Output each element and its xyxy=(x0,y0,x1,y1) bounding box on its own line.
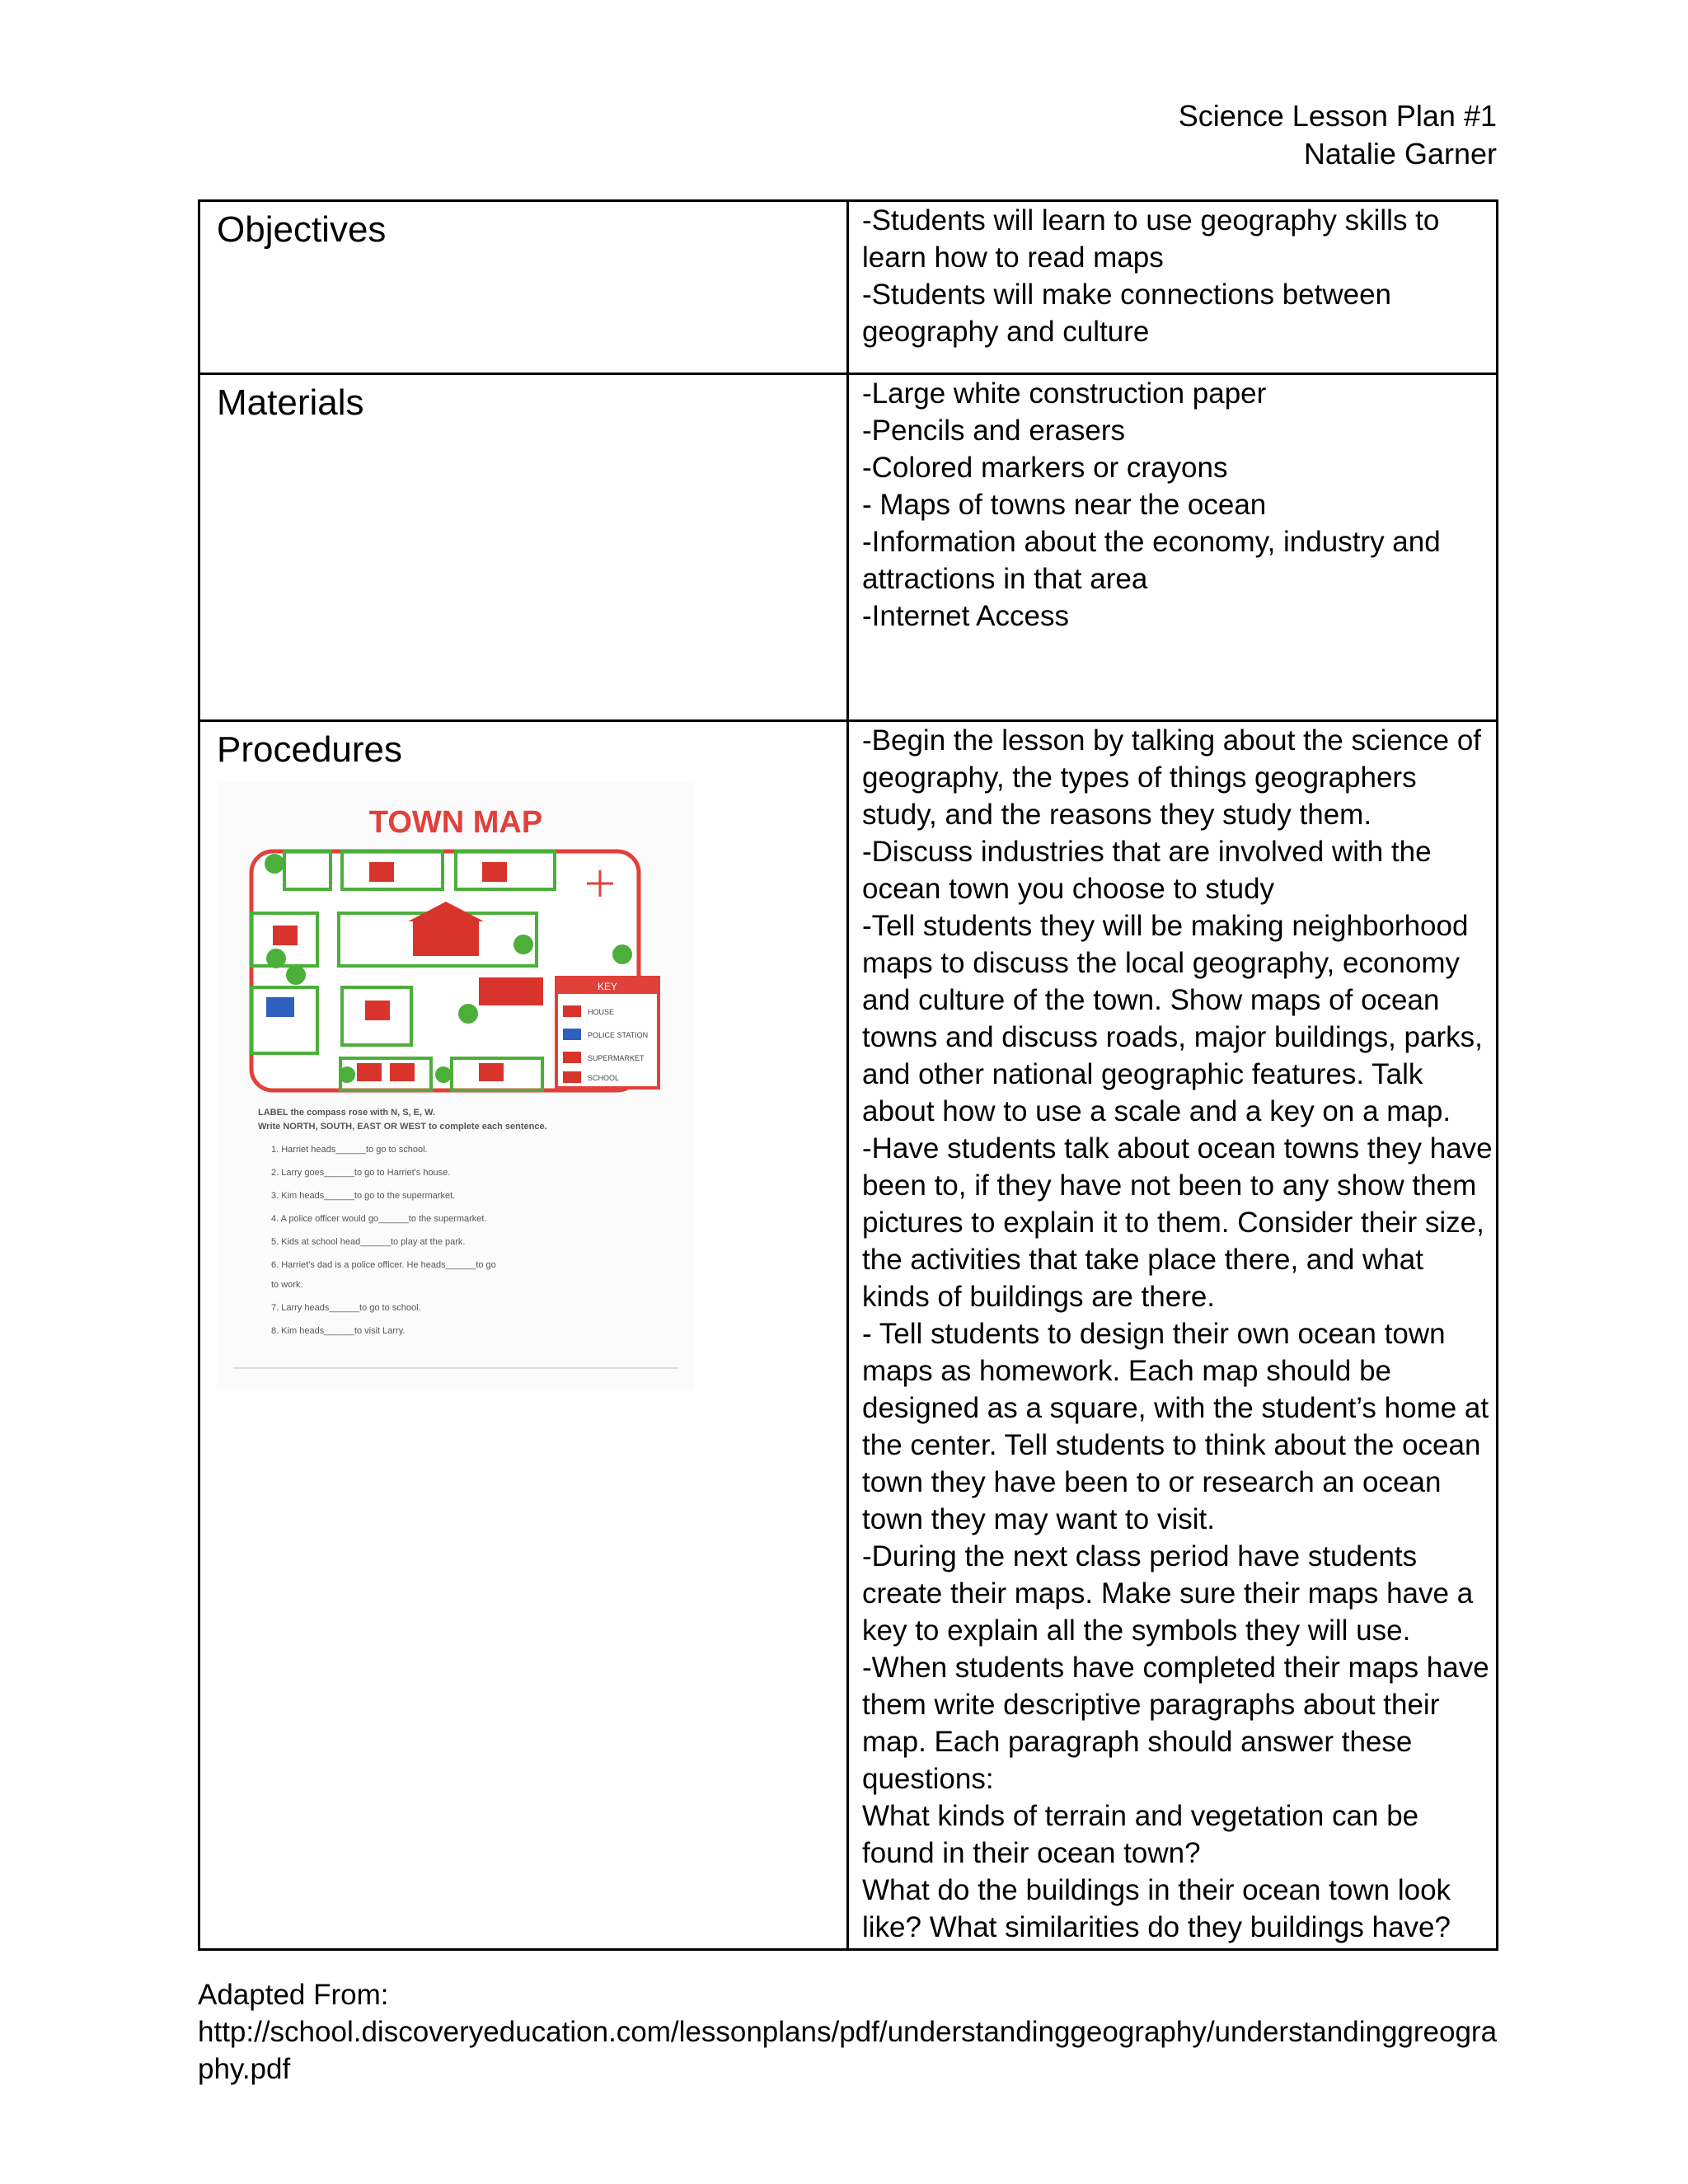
materials-line: attractions in that area xyxy=(862,563,1148,595)
procedures-line: -Tell students they will be making neighborhood xyxy=(862,910,1469,942)
police-station-icon xyxy=(266,997,294,1017)
materials-line: -Internet Access xyxy=(862,600,1069,632)
house-icon xyxy=(273,926,298,945)
tree-icon xyxy=(265,854,284,874)
procedures-line: them write descriptive paragraphs about their xyxy=(862,1689,1440,1721)
procedures-line: create their maps. Make sure their maps have a xyxy=(862,1577,1474,1610)
materials-label-cell xyxy=(199,374,848,721)
procedures-line: like? What similarities do they buildings have? xyxy=(862,1911,1451,1943)
procedures-line: towns and discuss roads, major buildings, parks, xyxy=(862,1021,1483,1053)
supermarket-building xyxy=(479,977,543,1005)
worksheet-question: 8. Kim heads______to visit Larry. xyxy=(271,1326,406,1336)
objectives-line: -Students will learn to use geography skills to xyxy=(862,204,1440,237)
tree-icon xyxy=(513,935,533,954)
worksheet-title: TOWN MAP xyxy=(368,805,543,840)
author-name: Natalie Garner xyxy=(1303,137,1497,171)
objectives-line: learn how to read maps xyxy=(862,241,1164,274)
procedures-line: map. Each paragraph should answer these xyxy=(862,1726,1413,1758)
procedures-line: -During the next class period have students xyxy=(862,1540,1418,1572)
procedures-line: been to, if they have not been to any show them xyxy=(862,1169,1477,1202)
procedures-line: questions: xyxy=(862,1763,994,1795)
materials-row xyxy=(199,374,1498,721)
key-supermarket-icon xyxy=(563,1052,581,1063)
worksheet-question: 3. Kim heads______to go to the supermarket. xyxy=(271,1191,456,1201)
procedures-line: designed as a square, with the student’s home at xyxy=(862,1392,1489,1424)
house-icon xyxy=(479,1063,504,1081)
source-footer xyxy=(198,1976,1517,2088)
key-school-icon xyxy=(563,1071,581,1083)
map-key-title: KEY xyxy=(597,981,618,992)
lesson-plan-table xyxy=(198,199,1498,1951)
key-house-icon xyxy=(563,1005,581,1017)
tree-icon xyxy=(435,1066,452,1083)
map-key-item: HOUSE xyxy=(588,1008,615,1016)
materials-label: Materials xyxy=(217,382,364,423)
procedures-line: and other national geographic features. Talk xyxy=(862,1058,1423,1090)
procedures-line: key to explain all the symbols they will use. xyxy=(862,1615,1411,1647)
procedures-line: town they have been to or research an ocean xyxy=(862,1466,1442,1498)
house-icon xyxy=(369,862,394,882)
procedures-line: What kinds of terrain and vegetation can be xyxy=(862,1800,1419,1832)
procedures-line: pictures to explain it to them. Consider their size, xyxy=(862,1207,1484,1239)
worksheet-question: 5. Kids at school head______to play at the park. xyxy=(271,1237,466,1247)
objectives-line: -Students will make connections between xyxy=(862,279,1392,311)
procedures-line: maps to discuss the local geography, economy xyxy=(862,947,1461,979)
worksheet-instruction: LABEL the compass rose with N, S, E, W. xyxy=(258,1108,435,1118)
tree-icon xyxy=(266,949,286,968)
school-building xyxy=(413,920,479,956)
house-icon xyxy=(482,862,507,882)
procedures-line: - Tell students to design their own ocean town xyxy=(862,1318,1446,1350)
procedures-row xyxy=(199,721,1498,1950)
lesson-plan-title: Science Lesson Plan #1 xyxy=(1178,99,1497,133)
house-icon xyxy=(357,1063,382,1081)
procedures-line: study, and the reasons they study them. xyxy=(862,799,1372,831)
map-key-item: SUPERMARKET xyxy=(588,1054,645,1062)
procedures-label-cell xyxy=(199,721,848,1950)
procedures-line: What do the buildings in their ocean town look xyxy=(862,1874,1451,1906)
procedures-line: maps as homework. Each map should be xyxy=(862,1355,1391,1387)
tree-icon xyxy=(458,1004,478,1024)
procedures-line: found in their ocean town? xyxy=(862,1837,1201,1869)
objectives-line: geography and culture xyxy=(862,316,1150,348)
materials-line: -Information about the economy, industry and xyxy=(862,526,1441,558)
worksheet-question: 4. A police officer would go______to the supermarket. xyxy=(271,1214,487,1224)
source-url-line-continued[interactable]: phy.pdf xyxy=(198,2053,291,2085)
tree-icon xyxy=(286,965,306,985)
procedures-line: geography, the types of things geographers xyxy=(862,762,1417,794)
tree-icon xyxy=(339,1066,355,1083)
worksheet-question: 2. Larry goes______to go to Harriet's house. xyxy=(271,1168,451,1178)
procedures-lines xyxy=(849,722,1496,1946)
objectives-label: Objectives xyxy=(217,209,387,250)
map-key-item: SCHOOL xyxy=(588,1074,620,1082)
procedures-line: about how to use a scale and a key on a map. xyxy=(862,1095,1451,1127)
materials-line: -Large white construction paper xyxy=(862,377,1267,410)
procedures-line: the activities that take place there, and what xyxy=(862,1244,1423,1276)
worksheet-question: to work. xyxy=(271,1280,303,1290)
worksheet-question: 1. Harriet heads______to go to school. xyxy=(271,1145,428,1155)
materials-line: -Pencils and erasers xyxy=(862,415,1126,447)
procedures-label: Procedures xyxy=(217,729,403,770)
house-icon xyxy=(390,1063,415,1081)
materials-line: -Colored markers or crayons xyxy=(862,452,1228,484)
procedures-line: ocean town you choose to study xyxy=(862,873,1275,905)
worksheet-question: 7. Larry heads______to go to school. xyxy=(271,1303,421,1313)
procedures-line: -When students have completed their maps have xyxy=(862,1652,1489,1684)
procedures-line: -Begin the lesson by talking about the science of xyxy=(862,724,1482,757)
town-map-worksheet-image xyxy=(217,781,695,1391)
procedures-line: and culture of the town. Show maps of ocean xyxy=(862,984,1440,1016)
procedures-content-cell xyxy=(848,721,1498,1950)
house-icon xyxy=(365,1001,390,1020)
source-url-line[interactable]: http://school.discoveryeducation.com/lessonplans/pdf/understandinggeography/understandinggreogra xyxy=(198,2016,1498,2048)
materials-content-cell xyxy=(848,374,1498,721)
objectives-row xyxy=(199,201,1498,374)
tree-icon xyxy=(612,944,632,964)
procedures-line: -Discuss industries that are involved with the xyxy=(862,836,1432,868)
procedures-line: the center. Tell students to think about the ocean xyxy=(862,1429,1481,1461)
materials-line: - Maps of towns near the ocean xyxy=(862,489,1267,521)
map-key-item: POLICE STATION xyxy=(588,1031,649,1039)
document-header xyxy=(1179,97,1497,173)
worksheet-question: 6. Harriet's dad is a police officer. He heads______to go xyxy=(271,1260,496,1270)
procedures-line: kinds of buildings are there. xyxy=(862,1281,1216,1313)
objectives-content-cell xyxy=(848,201,1498,374)
adapted-from-label: Adapted From: xyxy=(198,1979,389,2011)
key-police-icon xyxy=(563,1029,581,1040)
procedures-line: -Have students talk about ocean towns they have xyxy=(862,1132,1493,1165)
worksheet-instruction: Write NORTH, SOUTH, EAST OR WEST to complete each sentence. xyxy=(258,1122,547,1132)
objectives-label-cell xyxy=(199,201,848,374)
procedures-line: town they may want to visit. xyxy=(862,1503,1215,1535)
